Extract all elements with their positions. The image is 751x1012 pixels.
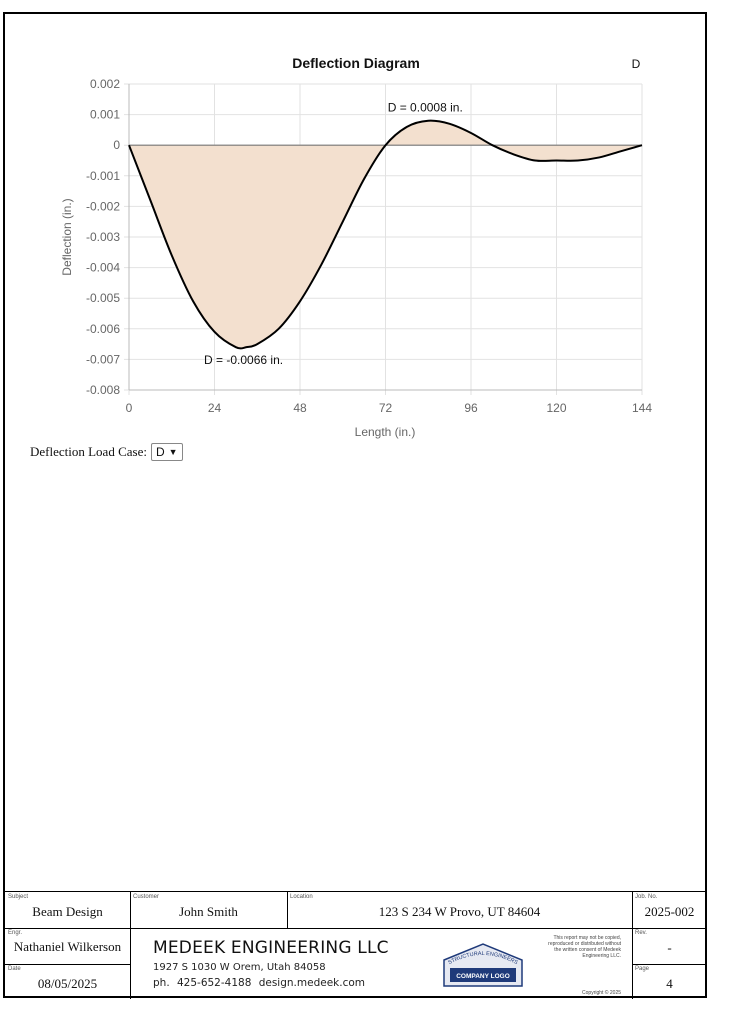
logo-top-text: STRUCTURAL ENGINEERS bbox=[447, 950, 519, 967]
date-value: 08/05/2025 bbox=[37, 976, 98, 991]
x-axis-ticks bbox=[126, 401, 653, 415]
location-label: Location bbox=[290, 894, 313, 900]
x-tick-label: 72 bbox=[378, 401, 393, 415]
engr-cell bbox=[5, 928, 130, 964]
y-tick-label: -0.004 bbox=[85, 260, 120, 275]
y-axis-title: Deflection (in.) bbox=[60, 198, 74, 276]
min-deflection-label: D = -0.0066 in. bbox=[204, 353, 284, 368]
rev-cell bbox=[632, 928, 707, 964]
company-contact: ph. 425-652-4188 design.medeek.com bbox=[153, 977, 366, 989]
title-block bbox=[5, 891, 707, 998]
y-tick-label: 0.002 bbox=[89, 77, 120, 91]
x-tick-label: 96 bbox=[464, 401, 478, 415]
load-case-selected: D bbox=[155, 445, 165, 459]
location-cell bbox=[287, 892, 632, 928]
page-label: Page bbox=[635, 966, 650, 972]
customer-cell bbox=[130, 892, 287, 928]
load-case-label: Deflection Load Case: bbox=[30, 444, 147, 459]
chart-title: Deflection Diagram bbox=[292, 55, 420, 71]
job-value: 2025-002 bbox=[644, 904, 695, 919]
legend-tag: D bbox=[631, 57, 641, 71]
y-tick-label: -0.002 bbox=[85, 199, 120, 214]
customer-label: Customer bbox=[133, 894, 160, 900]
load-case-control bbox=[30, 443, 183, 461]
y-tick-label: -0.005 bbox=[85, 291, 120, 306]
engr-value: Nathaniel Wilkerson bbox=[13, 939, 122, 954]
y-axis-ticks bbox=[86, 77, 120, 397]
company-logo-icon bbox=[442, 942, 524, 988]
y-tick-label: -0.007 bbox=[85, 352, 120, 367]
copyright-text: Copyright © 2025 bbox=[582, 990, 621, 996]
date-label: Date bbox=[8, 966, 21, 972]
subject-cell bbox=[5, 892, 130, 928]
engr-label: Engr. bbox=[8, 930, 23, 936]
subject-value: Beam Design bbox=[32, 904, 103, 919]
y-tick-label: 0.001 bbox=[89, 107, 120, 122]
disclaimer-text: This report may not be copied, reproduced or distributed without the written consent of Medeek Engineering LLC. bbox=[548, 935, 621, 959]
x-tick-label: 24 bbox=[207, 401, 222, 415]
job-cell bbox=[632, 892, 707, 928]
x-tick-label: 144 bbox=[631, 401, 653, 415]
max-deflection-label: D = 0.0008 in. bbox=[387, 100, 463, 115]
load-case-select[interactable] bbox=[151, 443, 183, 461]
company-name: MEDEEK ENGINEERING LLC bbox=[153, 938, 389, 958]
logo-bottom-text: COMPANY LOGO bbox=[456, 973, 510, 980]
location-value: 123 S 234 W Provo, UT 84604 bbox=[378, 904, 541, 919]
y-tick-label: -0.006 bbox=[85, 321, 120, 336]
y-tick-label: 0 bbox=[113, 138, 120, 153]
x-axis-title: Length (in.) bbox=[354, 425, 416, 439]
subject-label: Subject bbox=[8, 894, 29, 900]
x-tick-label: 120 bbox=[546, 401, 567, 415]
y-tick-label: -0.003 bbox=[85, 230, 120, 244]
y-tick-label: -0.001 bbox=[85, 168, 120, 183]
page-value: 4 bbox=[666, 976, 673, 991]
date-cell bbox=[5, 964, 130, 999]
x-tick-label: 0 bbox=[125, 401, 133, 415]
x-tick-label: 48 bbox=[293, 401, 307, 415]
customer-value: John Smith bbox=[179, 904, 238, 919]
rev-label: Rev. bbox=[635, 930, 647, 936]
page-cell bbox=[632, 964, 707, 999]
chevron-down-icon: ▼ bbox=[168, 447, 178, 457]
company-address: 1927 S 1030 W Orem, Utah 84058 bbox=[153, 962, 326, 973]
deflection-chart bbox=[0, 40, 700, 440]
y-tick-label: -0.008 bbox=[85, 383, 120, 397]
job-label: Job. No. bbox=[635, 894, 658, 900]
rev-value: - bbox=[667, 940, 672, 955]
